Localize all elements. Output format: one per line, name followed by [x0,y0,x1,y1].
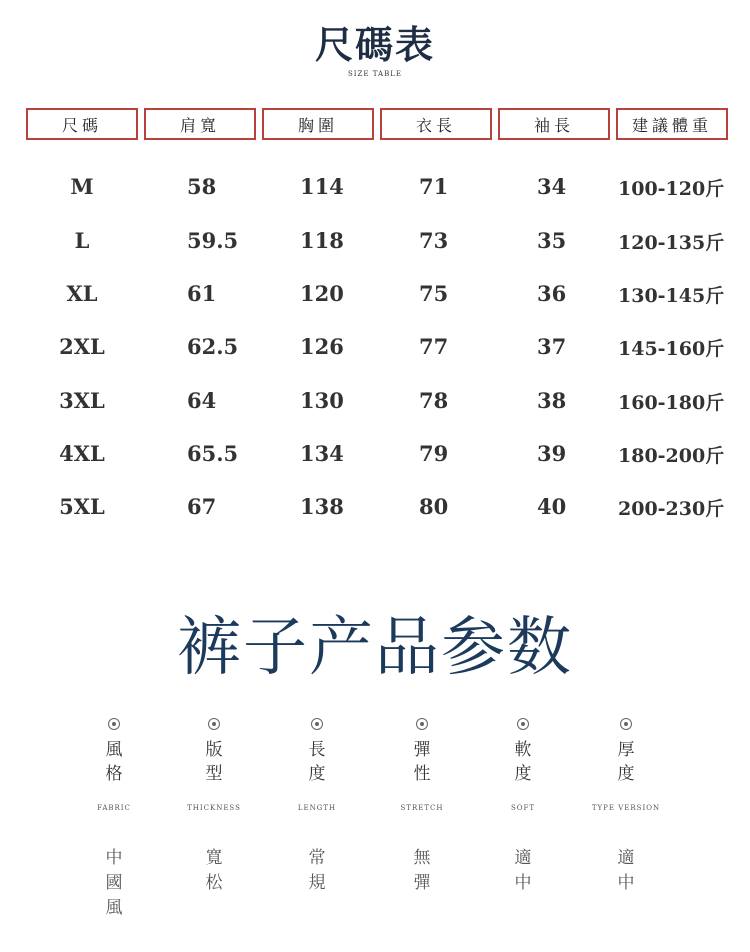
cell-weight: 160-180斤 [618,392,725,414]
cell-sleeve: 39 [537,441,567,466]
cell-weight: 145-160斤 [618,338,725,360]
cell-chest: 134 [300,441,344,466]
cell-length: 78 [419,388,449,413]
cell-shoulder: 65.5 [187,441,239,466]
table-row [0,494,750,524]
param-value-text: 無彈 [413,848,431,893]
cell-length: 77 [419,334,449,359]
param-en-label: STRETCH [400,804,444,812]
cell-sleeve: 38 [537,388,567,413]
cell-chest: 130 [300,388,344,413]
size-table-title: 尺碼表 [314,22,435,67]
cell-size: 4XL [59,441,105,466]
param-value-text: 適中 [617,848,635,893]
cell-length: 73 [419,228,449,253]
header-chest: 胸圍 [262,108,374,140]
param-value [262,846,372,896]
cell-size: 5XL [59,494,105,519]
param-value [367,846,477,896]
param-value-text: 常規 [308,848,326,893]
target-circle-icon [620,718,632,730]
target-circle-icon [108,718,120,730]
cell-shoulder: 64 [187,388,217,413]
cell-size: XL [66,281,98,306]
cell-size: L [74,228,90,253]
param-en-label: LENGTH [297,804,337,812]
cell-size: M [70,174,94,199]
table-row [0,174,750,204]
cell-shoulder: 67 [187,494,217,519]
param-name: 風格 [105,740,123,784]
param-value [59,846,169,921]
cell-chest: 120 [300,281,344,306]
target-circle-icon [517,718,529,730]
param-name: 軟度 [514,740,532,784]
cell-sleeve: 35 [537,228,567,253]
cell-shoulder: 61 [187,281,217,306]
param-value [159,846,269,896]
param-length [262,718,372,786]
param-en-label: SOFT [510,804,536,812]
header-shoulder: 肩寬 [144,108,256,140]
param-style [59,718,169,786]
cell-size: 3XL [59,388,105,413]
param-value-text: 寬松 [205,848,223,893]
param-name: 厚度 [617,740,635,784]
cell-shoulder: 59.5 [187,228,239,253]
cell-length: 80 [419,494,449,519]
size-table-subtitle: SIZE TABLE [347,70,402,78]
cell-length: 79 [419,441,449,466]
param-en-label: FABRIC [97,804,131,812]
cell-weight: 100-120斤 [618,178,725,200]
table-row [0,388,750,418]
target-circle-icon [416,718,428,730]
cell-weight: 130-145斤 [618,285,725,307]
cell-sleeve: 40 [537,494,567,519]
target-circle-icon [311,718,323,730]
table-row [0,441,750,471]
header-length: 衣長 [380,108,492,140]
product-params-title: 裤子产品参数 [177,611,573,685]
cell-sleeve: 37 [537,334,567,359]
header-weight: 建議體重 [616,108,728,140]
target-circle-icon [208,718,220,730]
param-softness [468,718,578,786]
cell-length: 75 [419,281,449,306]
cell-length: 71 [419,174,449,199]
cell-shoulder: 58 [187,174,217,199]
param-thickness [571,718,681,786]
param-stretch [367,718,477,786]
param-name: 長度 [308,740,326,784]
cell-chest: 114 [300,174,344,199]
param-en-label: THICKNESS [187,804,241,812]
cell-chest: 126 [300,334,344,359]
header-sleeve: 袖長 [498,108,610,140]
cell-size: 2XL [59,334,105,359]
param-fit [159,718,269,786]
param-value-text: 適中 [514,848,532,893]
size-table-header [0,108,750,144]
param-en-label: TYPE VERSION [591,804,661,812]
cell-weight: 180-200斤 [618,445,725,467]
param-name: 版型 [205,740,223,784]
cell-chest: 138 [300,494,344,519]
header-size: 尺碼 [26,108,138,140]
table-row [0,281,750,311]
param-value-text: 中國風 [105,848,123,918]
param-value [571,846,681,896]
cell-shoulder: 62.5 [187,334,239,359]
cell-weight: 200-230斤 [618,498,725,520]
cell-sleeve: 34 [537,174,567,199]
cell-chest: 118 [300,228,344,253]
table-row [0,334,750,364]
param-value [468,846,578,896]
param-name: 彈性 [413,740,431,784]
cell-sleeve: 36 [537,281,567,306]
table-row [0,228,750,258]
cell-weight: 120-135斤 [618,232,725,254]
